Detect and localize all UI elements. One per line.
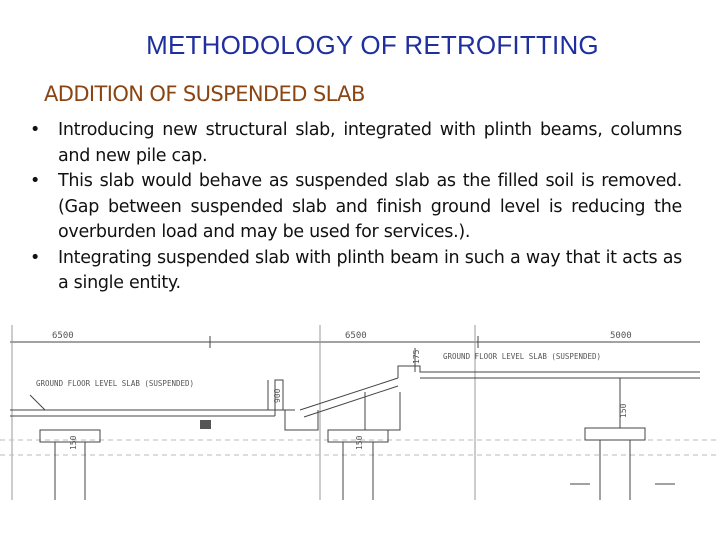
dimension-label: 150 [619,403,628,418]
column-marker [200,420,211,429]
slide-title: METHODOLOGY OF RETROFITTING [146,30,599,60]
bullet-item [30,118,682,169]
dimension-label: 6500 [52,331,74,341]
right-slab-line [398,366,700,378]
slab-label: GROUND FLOOR LEVEL SLAB (SUSPENDED) [36,379,195,388]
dimension-label: 900 [273,388,282,403]
ramp-line [300,378,398,410]
bullet-dot-icon: • [30,120,41,140]
bullet-text: Introducing new structural slab, integrated with plinth beams, columns and new pile cap. [58,120,682,166]
bullet-text: Integrating suspended slab with plinth beam in such a way that it acts as a single entity. [58,247,682,293]
bullet-dot-icon: • [30,171,41,191]
dimension-label: 6500 [345,331,367,341]
dimension-label: 5000 [610,331,632,341]
dimension-label: 175 [412,349,421,364]
dimension-label: 150 [355,435,364,450]
bullet-text: This slab would behave as suspended slab as the filled soil is removed. (Gap between suspended slab and finish ground level is reducing the overburden load and may be used for services.). [58,171,682,242]
bullet-item [30,246,682,297]
slide-subtitle: ADDITION OF SUSPENDED SLAB [44,82,365,106]
bullet-list [30,118,682,297]
bullet-dot-icon: • [30,247,41,268]
dimension-label: 150 [69,435,78,450]
slab-label: GROUND FLOOR LEVEL SLAB (SUSPENDED) [443,352,602,361]
bullet-item [30,169,682,246]
section-drawing [0,322,720,522]
